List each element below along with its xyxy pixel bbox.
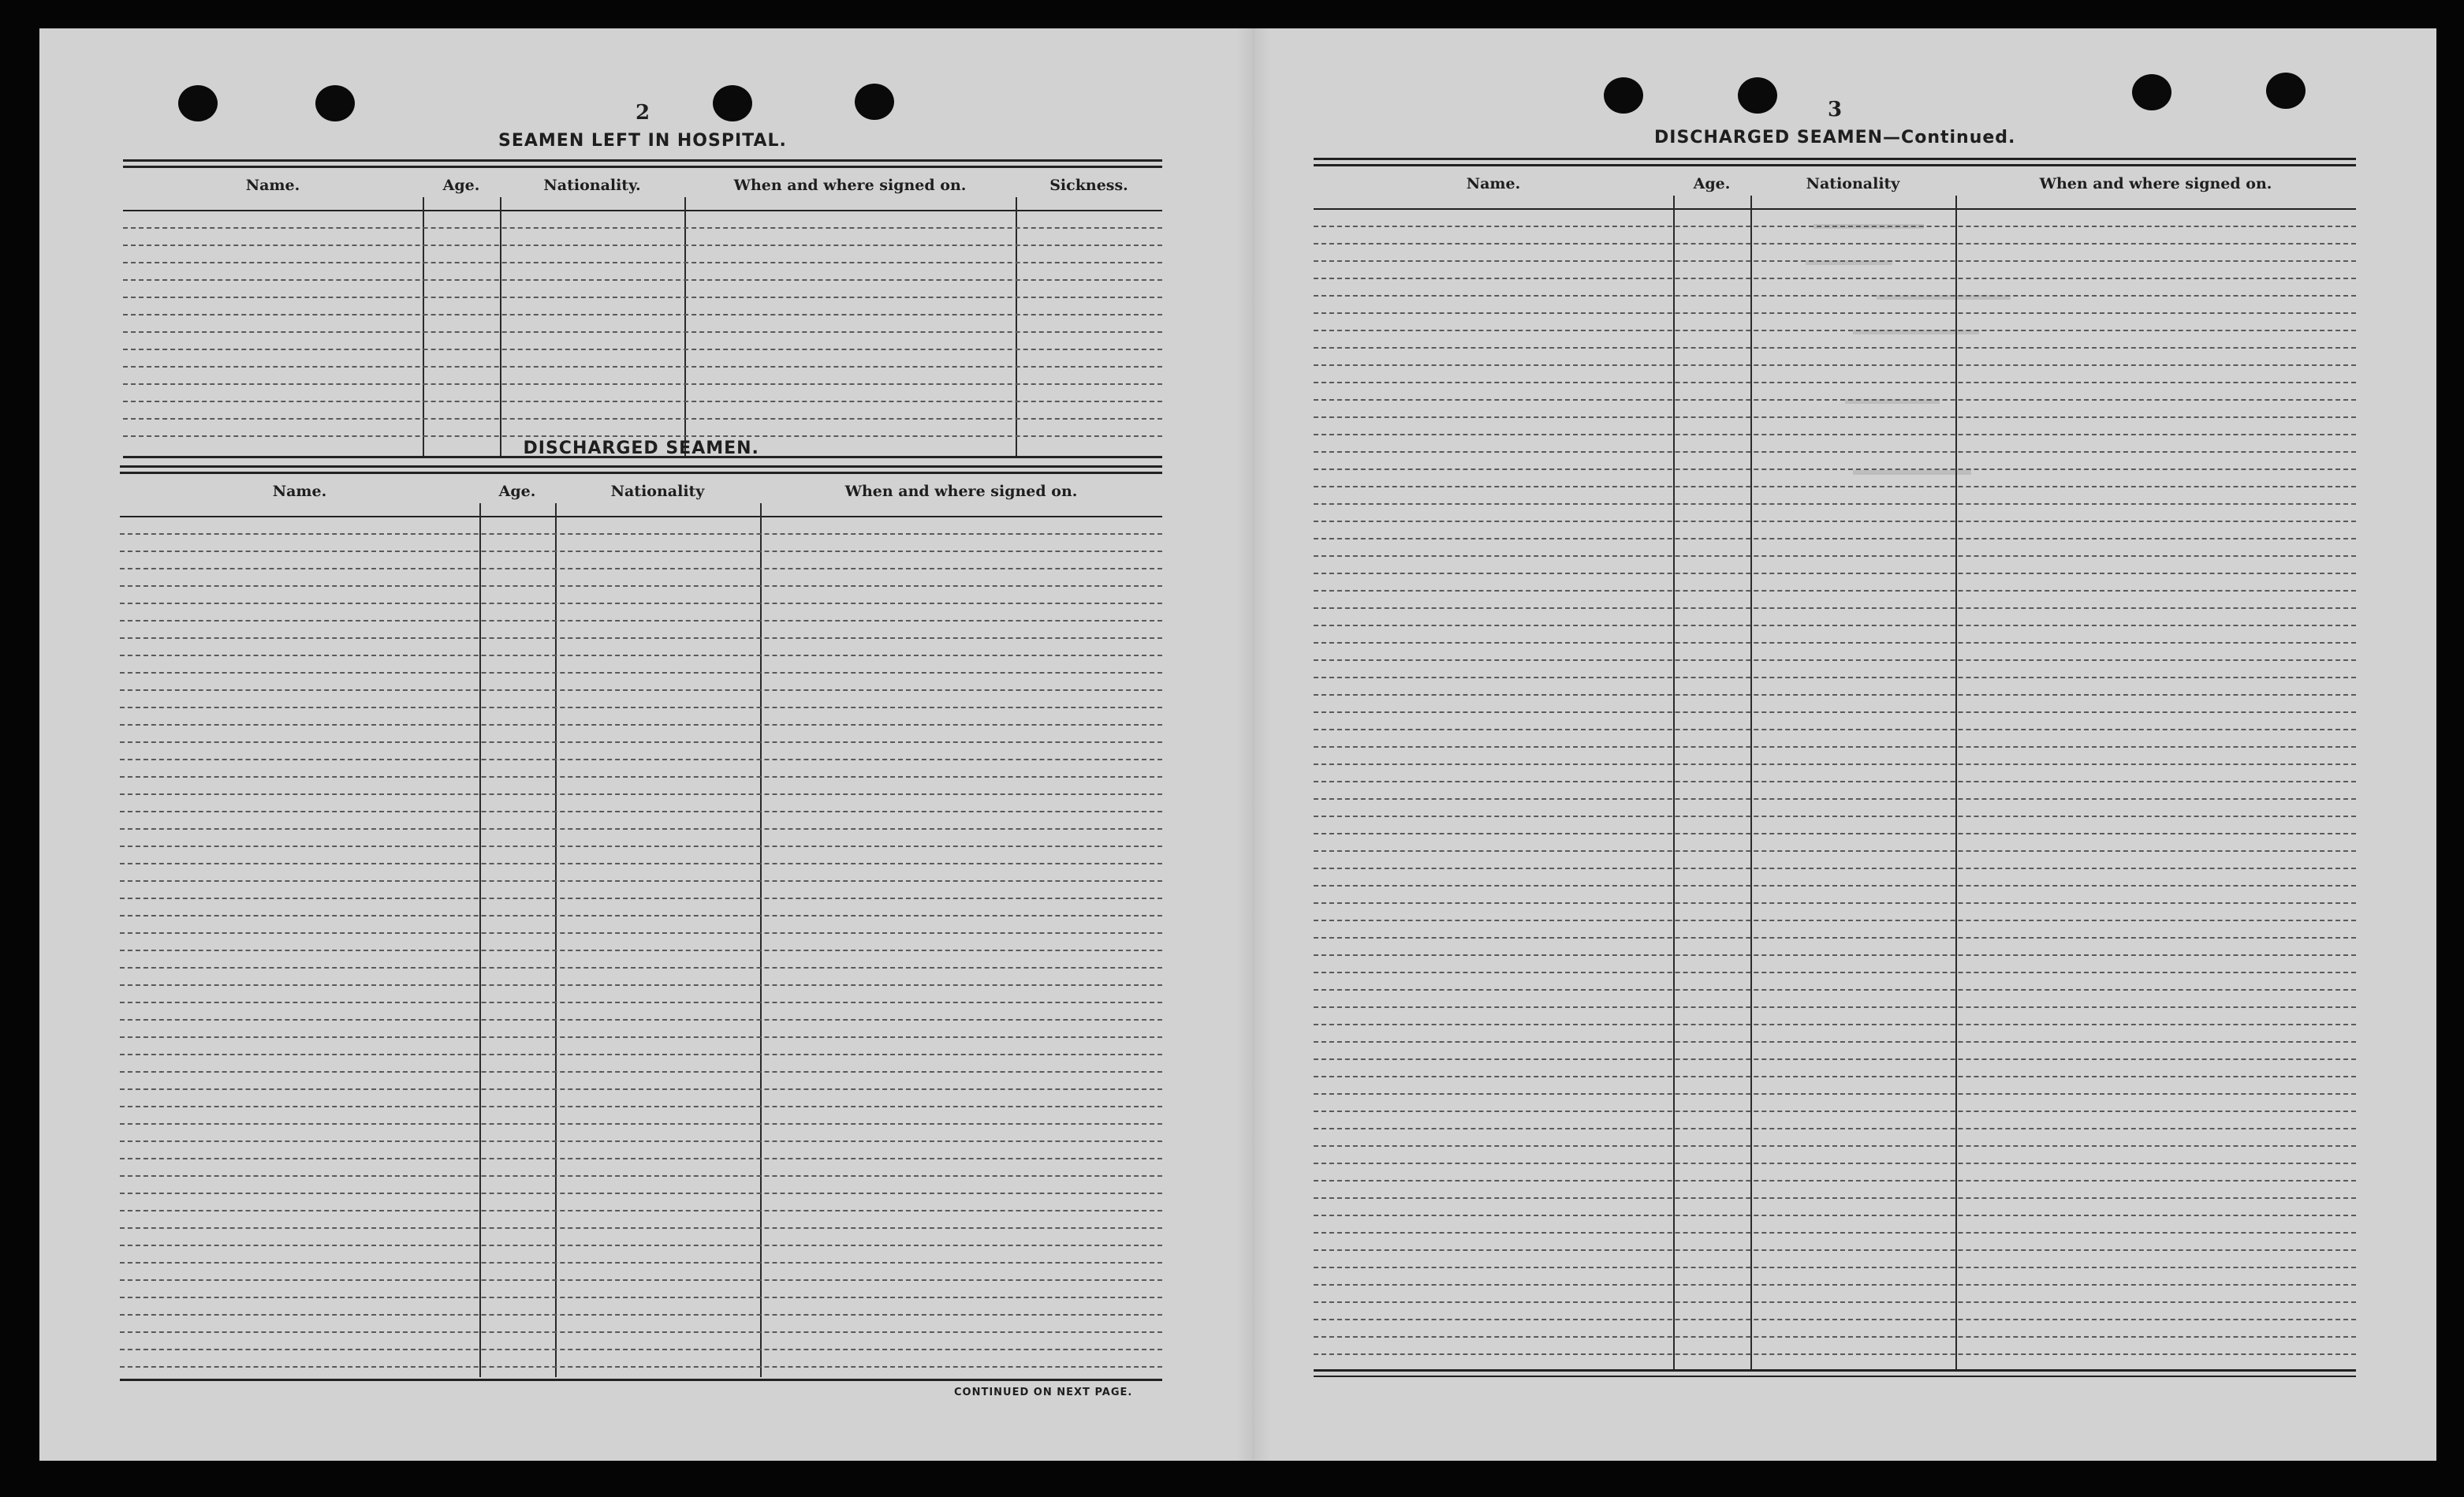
discharged-col-nationality: Nationality <box>610 483 705 500</box>
discharged-continued-title: DISCHARGED SEAMEN—Continued. <box>1654 128 2016 147</box>
hospital-col-nationality: Nationality. <box>543 177 641 194</box>
continued-col-age: Age. <box>1693 175 1731 192</box>
continued-col-signed-on: When and where signed on. <box>2039 175 2272 192</box>
discharged-col-signed-on: When and where signed on. <box>844 483 1078 500</box>
punch-hole <box>178 85 218 121</box>
hospital-col-sickness: Sickness. <box>1049 177 1128 194</box>
document-scan <box>39 28 2436 1461</box>
punch-hole <box>1604 77 1643 114</box>
punch-hole <box>713 85 752 121</box>
discharged-col-name: Name. <box>272 483 327 500</box>
punch-hole <box>2266 73 2306 109</box>
hospital-col-age: Age. <box>442 177 480 194</box>
discharged-table <box>120 465 1162 1385</box>
left-page-number: 2 <box>636 101 650 125</box>
hospital-table <box>123 159 1162 456</box>
page-fold <box>1236 28 1271 1461</box>
discharged-section-title: DISCHARGED SEAMEN. <box>523 439 759 458</box>
continued-col-nationality: Nationality <box>1806 175 1900 192</box>
punch-hole <box>855 84 894 120</box>
hospital-section-title: SEAMEN LEFT IN HOSPITAL. <box>498 131 787 151</box>
hospital-col-signed-on: When and where signed on. <box>733 177 967 194</box>
discharged-continued-table <box>1314 158 2356 1385</box>
continued-footer: CONTINUED ON NEXT PAGE. <box>954 1387 1133 1398</box>
punch-hole <box>2132 74 2171 110</box>
punch-hole <box>1738 77 1777 114</box>
discharged-col-age: Age. <box>498 483 536 500</box>
punch-hole <box>315 85 355 121</box>
continued-col-name: Name. <box>1466 175 1521 192</box>
hospital-col-name: Name. <box>245 177 300 194</box>
right-page-number: 3 <box>1828 98 1843 121</box>
